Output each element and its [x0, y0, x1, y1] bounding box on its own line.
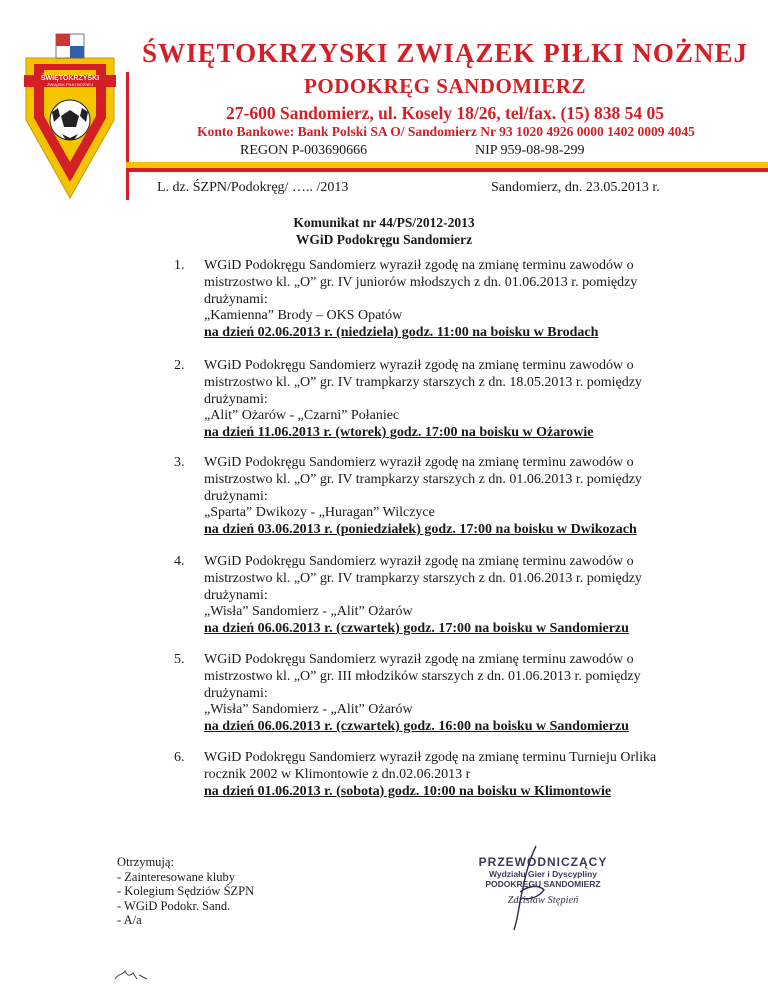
recipients-block — [117, 855, 254, 928]
recipient-item: - A/a — [117, 913, 142, 927]
list-item — [174, 455, 714, 539]
item-new-date: na dzień 11.06.2013 r. (wtorek) godz. 17:00 na boisku w Ożarowie — [204, 425, 594, 441]
item-number: 6. — [174, 750, 185, 765]
communique-number: Komunikat nr 44/PS/2012-2013 — [293, 215, 475, 230]
recipient-item: - Zainteresowane kluby — [117, 869, 236, 884]
header-band-red — [126, 168, 768, 172]
item-number: 4. — [174, 554, 185, 569]
item-new-date: na dzień 02.06.2013 r. (niedziela) godz. 11:00 na boisku w Brodach — [204, 325, 599, 341]
org-subname: PODOKRĘG SANDOMIERZ — [304, 74, 586, 98]
handwritten-signature — [498, 842, 558, 932]
item-text: WGiD Podokręgu Sandomierz wyraził zgodę na zmianę terminu zawodów o — [204, 652, 634, 667]
item-teams: „Sparta” Dwikozy - „Huragan” Wilczyce — [204, 505, 435, 521]
item-text: WGiD Podokręgu Sandomierz wyraził zgodę na zmianę terminu zawodów o — [204, 358, 634, 373]
item-text: mistrzostwo kl. „O” gr. IV trampkarzy starszych z dn. 18.05.2013 r. pomiędzy — [204, 374, 642, 390]
item-text: mistrzostwo kl. „O” gr. IV juniorów młodszych z dn. 01.06.2013 r. pomiędzy — [204, 274, 638, 290]
item-number: 2. — [174, 358, 185, 373]
item-text: drużynami: — [204, 685, 268, 701]
stamp-unit: PODOKRĘGU SANDOMIERZ — [485, 879, 601, 889]
item-text: mistrzostwo kl. „O” gr. IV trampkarzy starszych z dn. 01.06.2013 r. pomiędzy — [204, 570, 642, 586]
stamp-department: Wydziału Gier i Dyscypliny — [488, 869, 598, 879]
item-text: drużynami: — [204, 391, 268, 407]
item-text: WGiD Podokręgu Sandomierz wyraził zgodę na zmianę terminu Turnieju Orlika — [204, 750, 657, 765]
list-item — [174, 554, 714, 638]
initials-mark — [113, 965, 149, 985]
list-item — [174, 258, 714, 342]
item-number: 3. — [174, 455, 185, 470]
item-teams: „Alit” Ożarów - „Czarni” Połaniec — [204, 408, 400, 424]
item-text: drużynami: — [204, 291, 268, 307]
logo-text-top: ŚWIĘTOKRZYSKI — [40, 75, 100, 82]
communique-title — [200, 214, 568, 248]
org-name: ŚWIĘTOKRZYSKI ZWIĄZEK PIŁKI NOŻNEJ — [142, 38, 748, 68]
item-text: WGiD Podokręgu Sandomierz wyraził zgodę na zmianę terminu zawodów o — [204, 258, 634, 273]
item-teams: „Wisła” Sandomierz - „Alit” Ożarów — [204, 702, 413, 718]
item-text: drużynami: — [204, 488, 268, 504]
list-item — [174, 750, 714, 800]
stamp-title: PRZEWODNICZĄCY — [478, 855, 608, 869]
item-new-date: na dzień 06.06.2013 r. (czwartek) godz. 16:00 na boisku w Sandomierzu — [204, 719, 629, 735]
item-new-date: na dzień 03.06.2013 r. (poniedziałek) godz. 17:00 na boisku w Dwikozach — [204, 522, 637, 538]
item-teams: „Kamienna” Brody – OKS Opatów — [204, 308, 403, 324]
bank-account: Konto Bankowe: Bank Polski SA O/ Sandomierz Nr 93 1020 4926 0000 1402 0009 4045 — [197, 124, 695, 139]
regon-number: REGON P-003690666 — [240, 143, 368, 158]
item-number: 5. — [174, 652, 185, 667]
recipient-item: - WGiD Podokr. Sand. — [117, 898, 231, 913]
item-new-date: na dzień 06.06.2013 r. (czwartek) godz. 17:00 na boisku w Sandomierzu — [204, 621, 629, 637]
logo-text-bottom: ZWIĄZEK PIŁKI NOŻNEJ — [47, 82, 93, 87]
association-crest-logo — [22, 30, 118, 200]
recipients-heading: Otrzymują: — [117, 855, 174, 869]
recipient-item: - Kolegium Sędziów ŚZPN — [117, 884, 255, 898]
item-text: WGiD Podokręgu Sandomierz wyraził zgodę na zmianę terminu zawodów o — [204, 455, 634, 470]
nip-number: NIP 959-08-98-299 — [475, 143, 585, 158]
item-text: rocznik 2002 w Klimontowie z dn.02.06.2013 r — [204, 766, 471, 782]
item-text: mistrzostwo kl. „O” gr. III młodzików starszych z dn. 01.06.2013 r. pomiędzy — [204, 668, 641, 684]
item-text: mistrzostwo kl. „O” gr. IV trampkarzy starszych z dn. 01.06.2013 r. pomiędzy — [204, 471, 642, 487]
reference-number: L. dz. ŚZPN/Podokręg/ ….. /2013 — [157, 180, 349, 195]
stamp-name: Zdzisław Stępień — [507, 895, 579, 906]
item-new-date: na dzień 01.06.2013 r. (sobota) godz. 10:00 na boisku w Klimontowie — [204, 783, 612, 799]
item-number: 1. — [174, 258, 185, 273]
item-text: drużynami: — [204, 587, 268, 603]
item-text: WGiD Podokręgu Sandomierz wyraził zgodę na zmianę terminu zawodów o — [204, 554, 634, 569]
communique-issuer: WGiD Podokręgu Sandomierz — [295, 232, 473, 247]
org-address: 27-600 Sandomierz, ul. Kosely 18/26, tel/fax. (15) 838 54 05 — [226, 103, 664, 123]
item-teams: „Wisła” Sandomierz - „Alit” Ożarów — [204, 604, 413, 620]
document-date: Sandomierz, dn. 23.05.2013 r. — [491, 180, 660, 195]
list-item — [174, 358, 714, 442]
list-item — [174, 652, 714, 736]
